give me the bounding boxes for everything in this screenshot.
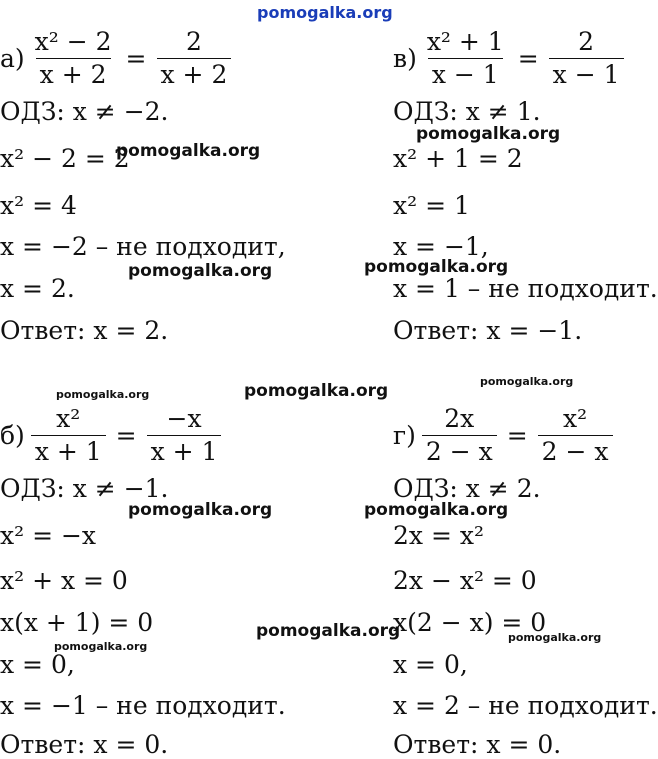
fraction	[147, 405, 222, 466]
solution-line: x² + x = 0	[0, 566, 128, 595]
equals-sign: =	[125, 44, 147, 73]
fraction	[31, 405, 106, 466]
watermark: pomogalka.org	[364, 500, 509, 520]
answer-line: Ответ: x = −1.	[393, 316, 583, 345]
fraction	[157, 28, 232, 89]
watermark: pomogalka.org	[128, 261, 273, 281]
solution-line: x(x + 1) = 0	[0, 608, 154, 637]
watermark: pomogalka.org	[244, 381, 389, 401]
solution-line: x = −1,	[393, 232, 489, 261]
equals-sign: =	[506, 421, 528, 450]
solution-line: x = −2 – не подходит,	[0, 232, 286, 261]
numerator: 2x	[444, 404, 475, 433]
numerator: x² − 2	[34, 27, 112, 56]
answer-line: Ответ: x = 0.	[0, 730, 169, 759]
watermark: pomogalka.org	[116, 141, 261, 161]
fraction	[422, 405, 497, 466]
solution-line: ОДЗ: x ≠ 2.	[393, 474, 541, 503]
watermark-small: pomogalka.org	[56, 388, 150, 401]
numerator: −x	[166, 404, 202, 433]
watermark-top: pomogalka.org	[257, 3, 393, 22]
problem-label: г)	[393, 421, 416, 450]
fraction	[423, 28, 508, 89]
watermark-small: pomogalka.org	[54, 640, 148, 653]
solution-line: x = 2 – не подходит.	[393, 691, 658, 720]
watermark: pomogalka.org	[256, 621, 401, 641]
solution-line: x² = 1	[393, 191, 470, 220]
denominator: 2 − x	[538, 435, 613, 466]
numerator: 2	[578, 27, 595, 56]
numerator: x²	[56, 404, 81, 433]
denominator: x − 1	[428, 58, 503, 89]
fraction	[538, 405, 613, 466]
problem-g-equation	[393, 405, 619, 466]
solution-line: x² − 2 = 2	[0, 144, 130, 173]
solution-line: x² = 4	[0, 191, 77, 220]
fraction	[31, 28, 116, 89]
denominator: x + 1	[147, 435, 222, 466]
numerator: x²	[563, 404, 588, 433]
watermark: pomogalka.org	[416, 124, 561, 144]
solution-line: x² = −x	[0, 521, 97, 550]
watermark-small: pomogalka.org	[508, 631, 602, 644]
denominator: x + 1	[31, 435, 106, 466]
answer-line: Ответ: x = 0.	[393, 730, 562, 759]
problem-b-equation	[0, 405, 227, 466]
solution-line: x = 0,	[0, 650, 75, 679]
answer-line: Ответ: x = 2.	[0, 316, 169, 345]
watermark: pomogalka.org	[364, 257, 509, 277]
solution-line: x² + 1 = 2	[393, 144, 523, 173]
solution-line: ОДЗ: x ≠ −1.	[0, 474, 169, 503]
solution-line: 2x = x²	[393, 521, 484, 550]
solution-line: x = 2.	[0, 274, 75, 303]
watermark-small: pomogalka.org	[480, 375, 574, 388]
denominator: x − 1	[549, 58, 624, 89]
fraction	[549, 28, 624, 89]
problem-label: а)	[0, 44, 25, 73]
denominator: 2 − x	[422, 435, 497, 466]
problem-a-equation	[0, 28, 237, 89]
numerator: x² + 1	[426, 27, 504, 56]
solution-line: ОДЗ: x ≠ −2.	[0, 97, 169, 126]
watermark: pomogalka.org	[128, 500, 273, 520]
numerator: 2	[185, 27, 202, 56]
solution-line: 2x − x² = 0	[393, 566, 537, 595]
solution-line: x = 0,	[393, 650, 468, 679]
solution-line: ОДЗ: x ≠ 1.	[393, 97, 541, 126]
denominator: x + 2	[36, 58, 111, 89]
solution-line: x = −1 – не подходит.	[0, 691, 286, 720]
equals-sign: =	[115, 421, 137, 450]
problem-label: в)	[393, 44, 417, 73]
problem-label: б)	[0, 421, 25, 450]
solution-line: x(2 − x) = 0	[393, 608, 547, 637]
equals-sign: =	[517, 44, 539, 73]
problem-v-equation	[393, 28, 630, 89]
denominator: x + 2	[157, 58, 232, 89]
solution-line: x = 1 – не подходит.	[393, 274, 658, 303]
